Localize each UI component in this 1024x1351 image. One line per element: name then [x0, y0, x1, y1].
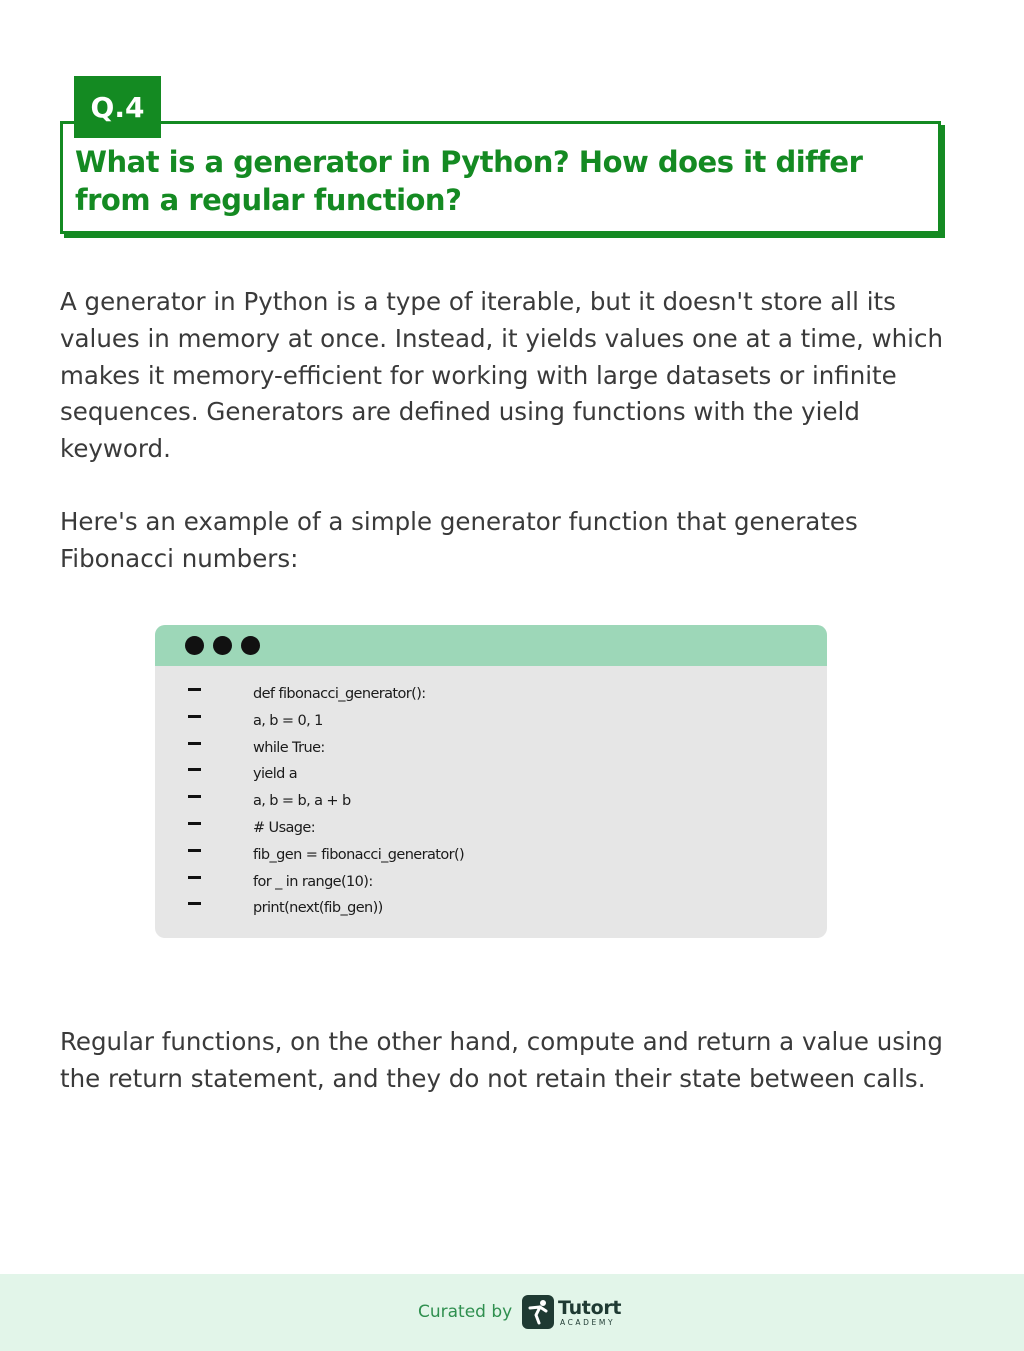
code-line [155, 872, 827, 899]
code-text: while True: [253, 739, 325, 756]
dash-icon [188, 795, 201, 798]
dash-icon [188, 876, 201, 879]
question-number-tag: Q.4 [74, 76, 161, 138]
window-dot-icon [213, 636, 232, 655]
code-line [155, 684, 827, 711]
question-title: What is a generator in Python? How does it differ from a regular function? [75, 145, 863, 217]
code-window [155, 625, 827, 938]
code-text: def fibonacci_generator(): [253, 686, 426, 702]
dash-icon [188, 742, 201, 745]
dash-icon [188, 688, 201, 691]
code-line [155, 791, 827, 818]
example-intro-paragraph: Here's an example of a simple generator function that generates Fibonacci numbers: [60, 507, 858, 573]
window-dot-icon [185, 636, 204, 655]
code-line [155, 764, 827, 791]
code-text: # Usage: [253, 819, 316, 836]
code-text: print(next(fib_gen)) [253, 900, 383, 917]
code-line [155, 738, 827, 765]
runner-logo-icon [522, 1295, 554, 1329]
code-text: a, b = b, a + b [253, 793, 351, 810]
dash-icon [188, 902, 201, 905]
dash-icon [188, 822, 201, 825]
dash-icon [188, 715, 201, 718]
code-line [155, 898, 827, 925]
brand-subtitle: ACADEMY [560, 1318, 616, 1327]
runner-logo-icon-svg [522, 1295, 554, 1329]
code-text: yield a [253, 766, 298, 783]
code-text: a, b = 0, 1 [253, 712, 323, 729]
dash-icon [188, 849, 201, 852]
brand-name: Tutort [558, 1297, 622, 1319]
code-line [155, 818, 827, 845]
code-text: fib_gen = fibonacci_generator() [253, 846, 465, 863]
code-text: for _ in range(10): [253, 873, 373, 890]
code-window-titlebar [155, 625, 827, 666]
curated-by-label: Curated by [418, 1302, 513, 1322]
intro-paragraph: A generator in Python is a type of iterable, but it doesn't store all its values in memory at once. Instead, it yields values one at a time, which makes it memory-efficient for working with large datasets or infinite sequences. Generators are defined using functions with the yield keyword. [60, 287, 943, 464]
code-line [155, 845, 827, 872]
code-line [155, 711, 827, 738]
dash-icon [188, 768, 201, 771]
regular-functions-paragraph: Regular functions, on the other hand, compute and return a value using the return statement, and they do not retain their state between calls. [60, 1027, 943, 1093]
code-lines [155, 684, 827, 925]
window-dot-icon [241, 636, 260, 655]
